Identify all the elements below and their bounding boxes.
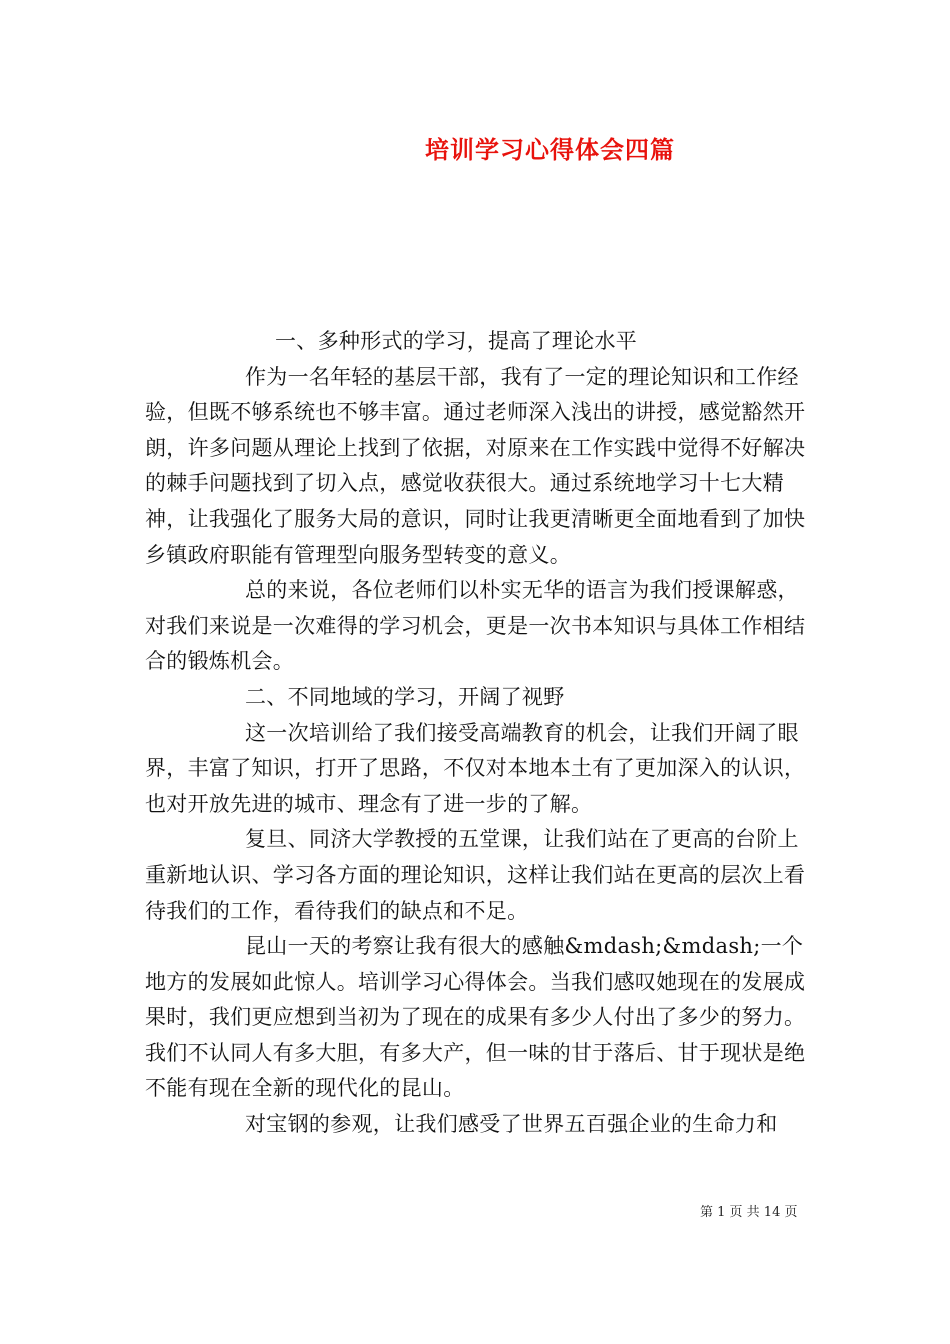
paragraph: 昆山一天的考察让我有很大的感触&mdash;&mdash;一个地方的发展如此惊人。培训学习心得体会。当我们感叹她现在的发展成果时，我们更应想到当初为了现在的成果有多少人付出了多少的努力。我们不认同人有多大胆，有多大产，但一味的甘于落后、甘于现状是绝不能有现在全新的现代化的昆山。: [145, 934, 806, 1101]
section-heading-2: 二、不同地域的学习，开阔了视野: [245, 684, 565, 709]
paragraph: 总的来说，各位老师们以朴实无华的语言为我们授课解惑，对我们来说是一次难得的学习机会，更是一次书本知识与具体工作相结合的锻炼机会。: [145, 578, 806, 674]
page-number: 第 1 页 共 14 页: [700, 1205, 798, 1220]
paragraph: 复旦、同济大学教授的五堂课，让我们站在了更高的台阶上重新地认识、学习各方面的理论知识，这样让我们站在更高的层次上看待我们的工作，看待我们的缺点和不足。: [145, 827, 806, 923]
document-body: [145, 324, 817, 1143]
paragraph: 这一次培训给了我们接受高端教育的机会，让我们开阔了眼界，丰富了知识，打开了思路，不仅对本地本土有了更加深入的认识，也对开放先进的城市、理念有了进一步的了解。: [145, 720, 806, 816]
section-heading-1: 一、多种形式的学习，提高了理论水平: [275, 329, 638, 353]
paragraph: 对宝钢的参观，让我们感受了世界五百强企业的生命力和: [245, 1112, 778, 1137]
document-title: 培训学习心得体会四篇: [425, 135, 675, 164]
paragraph: 作为一名年轻的基层干部，我有了一定的理论知识和工作经验，但既不够系统也不够丰富。通过老师深入浅出的讲授，感觉豁然开朗，许多问题从理论上找到了依据，对原来在工作实践中觉得不好解决的棘手问题找到了切入点，感觉收获很大。通过系统地学习十七大精神，让我强化了服务大局的意识，同时让我更清晰更全面地看到了加快乡镇政府职能有管理型向服务型转变的意义。: [145, 364, 806, 567]
